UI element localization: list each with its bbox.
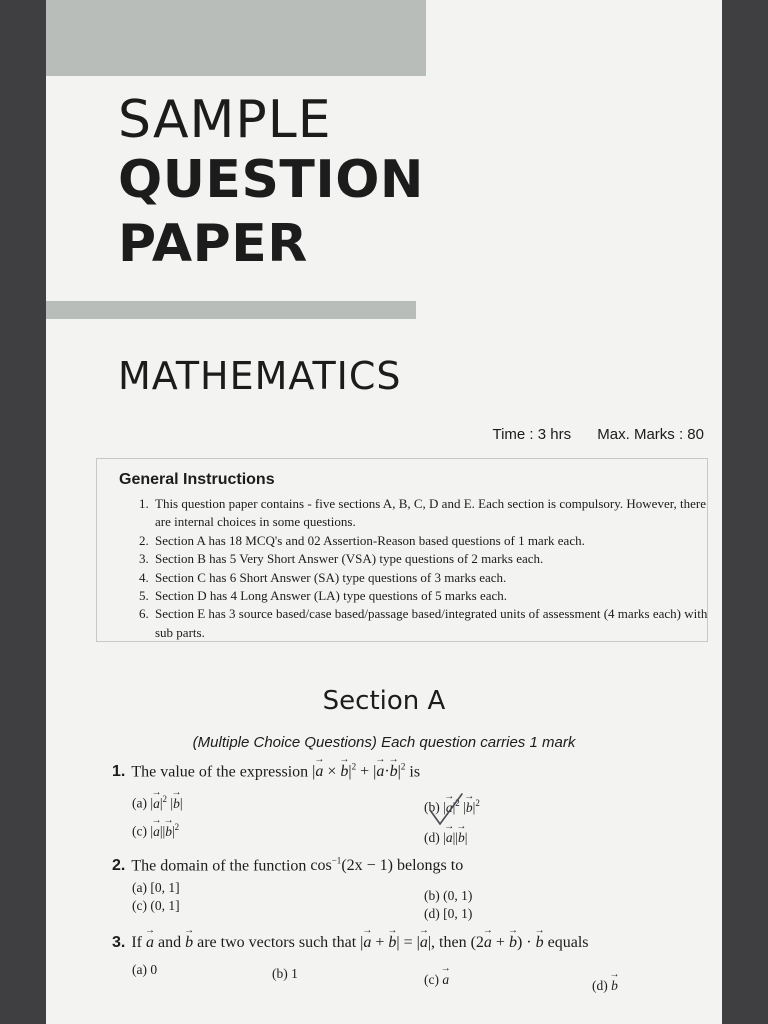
question-text: If bbox=[131, 934, 142, 951]
question-number: 3. bbox=[112, 934, 126, 951]
title-line-3: PAPER bbox=[118, 214, 308, 274]
section-title: Section A bbox=[322, 686, 446, 716]
handwritten-tick-mark bbox=[428, 792, 464, 828]
header-band bbox=[46, 0, 426, 76]
instruction-item bbox=[139, 495, 709, 532]
option-c[interactable]: (c) (0, 1] bbox=[132, 898, 180, 913]
instruction-text: Section C has 6 Short Answer (SA) type questions of 3 marks each. bbox=[155, 569, 507, 585]
instruction-text: Section E has 3 source based/case based/passage based/integrated units of assessment (4 marks each) with sub parts. bbox=[155, 606, 708, 640]
instruction-number: 3. bbox=[139, 551, 149, 567]
instruction-item bbox=[139, 550, 709, 568]
instruction-number: 1. bbox=[139, 496, 149, 511]
option-c[interactable]: (c) → a bbox=[424, 972, 449, 988]
page bbox=[46, 0, 722, 1024]
question-expression: |→ a × → $b|^2$ + |→ $a\cdot\to b|^2$ bbox=[312, 763, 405, 780]
instruction-number: 5. bbox=[139, 588, 149, 604]
question-number: 1. bbox=[112, 763, 126, 781]
option-label: (d) bbox=[424, 830, 440, 845]
instruction-number: 4. bbox=[139, 569, 149, 585]
instruction-text: This question paper contains - five sections A, B, C, D and E. Each section is compulsory. However, there are internal choices in some questions. bbox=[155, 496, 707, 530]
instruction-text: Section A has 18 MCQ's and 02 Assertion-Reason based questions of 1 mark each. bbox=[155, 532, 585, 548]
option-a[interactable]: (a) 0 bbox=[132, 962, 158, 977]
option-label: (c) bbox=[132, 823, 147, 839]
option-a[interactable]: (a) [0, 1] bbox=[132, 880, 180, 895]
option-c[interactable]: (c) |→ $a||\to b|^2$ bbox=[132, 822, 179, 840]
instruction-item bbox=[139, 532, 709, 550]
question-text-tail: is bbox=[409, 763, 421, 781]
instructions-box bbox=[96, 458, 708, 642]
option-b[interactable]: (b) (0, 1) bbox=[424, 888, 473, 903]
question-text: The domain of the function bbox=[131, 857, 307, 875]
question-3: 3. If → a and → b are two vectors such that |→ a + → b| = |→ a|, then (2→ a + → b) · → b equals bbox=[112, 934, 588, 952]
instruction-item bbox=[139, 605, 709, 642]
title-block bbox=[118, 92, 424, 276]
option-label: (c) bbox=[424, 972, 439, 987]
instruction-number: 2. bbox=[139, 532, 149, 548]
question-2 bbox=[112, 856, 463, 875]
question-1 bbox=[112, 762, 420, 781]
time-label: Time : 3 hrs bbox=[492, 426, 572, 443]
option-d[interactable]: (d) |→ a||→ b| bbox=[424, 830, 467, 846]
max-marks-label: Max. Marks : 80 bbox=[597, 426, 704, 443]
option-d[interactable]: (d) [0, 1) bbox=[424, 906, 473, 921]
option-label: (d) bbox=[592, 978, 608, 993]
question-function: $\cos^{-1}(2x - 1)$ belongs to bbox=[310, 856, 464, 875]
question-text: The value of the expression bbox=[131, 763, 309, 781]
option-label: (a) bbox=[132, 795, 147, 811]
instructions-heading: General Instructions bbox=[119, 471, 275, 488]
instruction-number: 6. bbox=[139, 606, 149, 622]
instruction-text: Section D has 4 Long Answer (LA) type questions of 5 marks each. bbox=[155, 588, 508, 604]
instruction-item bbox=[139, 569, 709, 587]
option-d[interactable]: (d) → b bbox=[592, 978, 618, 994]
title-line-1: SAMPLE bbox=[118, 90, 332, 150]
instruction-item bbox=[139, 587, 709, 605]
question-number: 2. bbox=[112, 857, 126, 875]
instruction-text: Section B has 5 Very Short Answer (VSA) type questions of 2 marks each. bbox=[155, 551, 544, 567]
option-a[interactable]: (a) |→ $a|^2$ |→ b| bbox=[132, 794, 183, 812]
exam-meta bbox=[470, 426, 704, 443]
instructions-list bbox=[139, 495, 709, 642]
option-b[interactable]: (b) |→ $a|^2$ |→ $b|^2$ bbox=[424, 798, 480, 816]
section-subtitle: (Multiple Choice Questions) Each question carries 1 mark bbox=[192, 734, 576, 751]
option-label: (b) bbox=[424, 799, 440, 815]
subject-title: MATHEMATICS bbox=[118, 354, 402, 398]
option-b[interactable]: (b) 1 bbox=[272, 966, 298, 981]
title-line-2: QUESTION bbox=[118, 150, 424, 210]
title-divider-band bbox=[46, 301, 416, 319]
